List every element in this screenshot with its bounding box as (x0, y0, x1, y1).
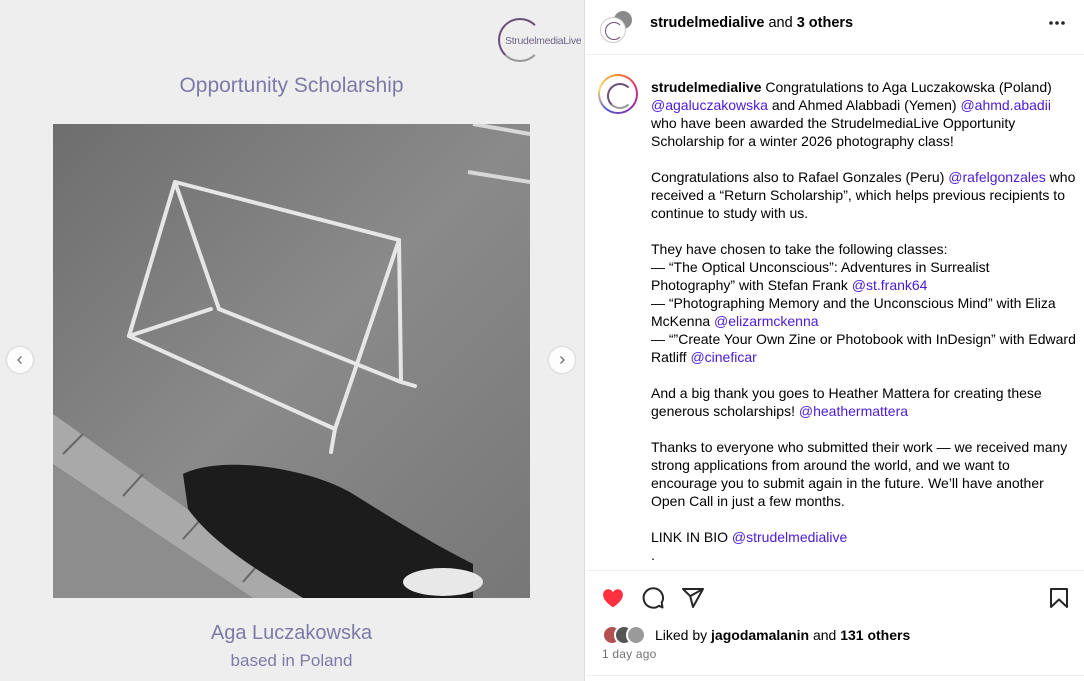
avatar (626, 625, 646, 645)
save-button[interactable] (1046, 585, 1072, 611)
mention-link[interactable]: @heathermattera (798, 403, 909, 419)
more-icon (1048, 20, 1066, 26)
scholarship-title: Opportunity Scholarship (179, 74, 404, 97)
divider (586, 675, 1084, 676)
caption-text: . (651, 547, 655, 563)
post-photo (53, 124, 530, 598)
caption-text: Thanks to everyone who submitted their work — we received many strong applications from around the world, and we want to encourage you to submit again in the future. We’ll have another Open Call in just a few months. (651, 439, 1068, 509)
comment-icon (641, 586, 665, 610)
next-slide-button[interactable] (549, 347, 575, 373)
author-username-link[interactable]: strudelmedialive (650, 15, 765, 31)
caption-text: And a big thank you goes to Heather Mattera for creating these generous scholarships! (651, 385, 1042, 419)
mention-link[interactable]: @strudelmedialive (731, 529, 848, 545)
caption-text: Congratulations also to Rafael Gonzales (Peru) (651, 169, 949, 185)
caption-text: Congratulations to Aga Luczakowska (Poland) (761, 79, 1052, 95)
class-item (651, 294, 1076, 330)
previous-slide-button[interactable] (7, 347, 33, 373)
caption-text: and Ahmed Alabbadi (Yemen) (767, 97, 961, 113)
photo-illustration (53, 124, 530, 598)
caption-text: — “Photographing Memory and the Unconscious Mind” with Eliza McKenna (651, 295, 1056, 329)
likes-and-text: and (809, 627, 841, 643)
mention-link[interactable]: @rafelgonzales (948, 169, 1046, 185)
action-bar (586, 570, 1084, 622)
caption-text: who have been awarded the StrudelmediaLive Opportunity Scholarship for a winter 2026 photography class! (651, 115, 1016, 149)
recipient-name: Aga Luczakowska (210, 622, 373, 644)
chevron-right-icon (557, 355, 567, 365)
caption-paragraph (651, 168, 1076, 222)
caption-avatar[interactable] (598, 74, 638, 114)
collab-avatars[interactable] (600, 9, 636, 45)
post-caption (651, 78, 1076, 564)
post-authors (650, 15, 853, 31)
post-header (586, 0, 1084, 55)
authors-and-text: and (764, 15, 797, 31)
share-icon (681, 586, 705, 610)
brand-logo-text: StrudelmediaLive (505, 35, 582, 47)
caption-text: — “”Create Your Own Zine or Photobook with InDesign” with Edward Ratliff (651, 331, 1076, 365)
caption-paragraph (651, 78, 1076, 150)
liker-avatars[interactable] (602, 625, 656, 645)
mention-link[interactable]: @ahmd.abadii (960, 97, 1051, 113)
post-timestamp[interactable]: 1 day ago (602, 647, 657, 661)
more-options-button[interactable] (1046, 12, 1068, 34)
mention-link[interactable]: @agaluczakowska (651, 97, 768, 113)
class-item (651, 258, 1076, 294)
comment-button[interactable] (640, 585, 666, 611)
chevron-left-icon (15, 355, 25, 365)
bookmark-icon (1047, 586, 1071, 610)
avatar (600, 17, 626, 43)
caption-text: who received a “Return Scholarship”, which helps previous recipients to continue to study with us. (651, 169, 1076, 221)
mention-link[interactable]: @st.frank64 (851, 277, 928, 293)
caption-text: They have chosen to take the following classes: (651, 241, 948, 257)
brand-logo (498, 18, 582, 64)
mention-link[interactable]: @cineficar (690, 349, 757, 365)
likes-count-link[interactable]: 131 others (840, 627, 911, 643)
likes-prefix: Liked by (655, 627, 712, 643)
avatar (600, 76, 636, 112)
heart-icon (601, 586, 625, 610)
liker-username-link[interactable]: jagodamalanin (711, 627, 810, 643)
mention-link[interactable]: @elizarmckenna (714, 313, 819, 329)
likes-summary (655, 627, 910, 643)
recipient-location: based in Poland (230, 651, 353, 670)
like-button[interactable] (600, 585, 626, 611)
caption-text: — “The Optical Unconscious”: Adventures in Surrealist Photography” with Stefan Frank (651, 259, 990, 293)
caption-text: LINK IN BIO (651, 529, 732, 545)
others-link[interactable]: 3 others (796, 15, 854, 31)
caption-paragraph (651, 528, 1076, 546)
class-item (651, 330, 1076, 366)
post-panel (586, 0, 1084, 681)
caption-paragraph (651, 384, 1076, 420)
share-button[interactable] (680, 585, 706, 611)
caption-username-link[interactable]: strudelmedialive (651, 79, 762, 95)
